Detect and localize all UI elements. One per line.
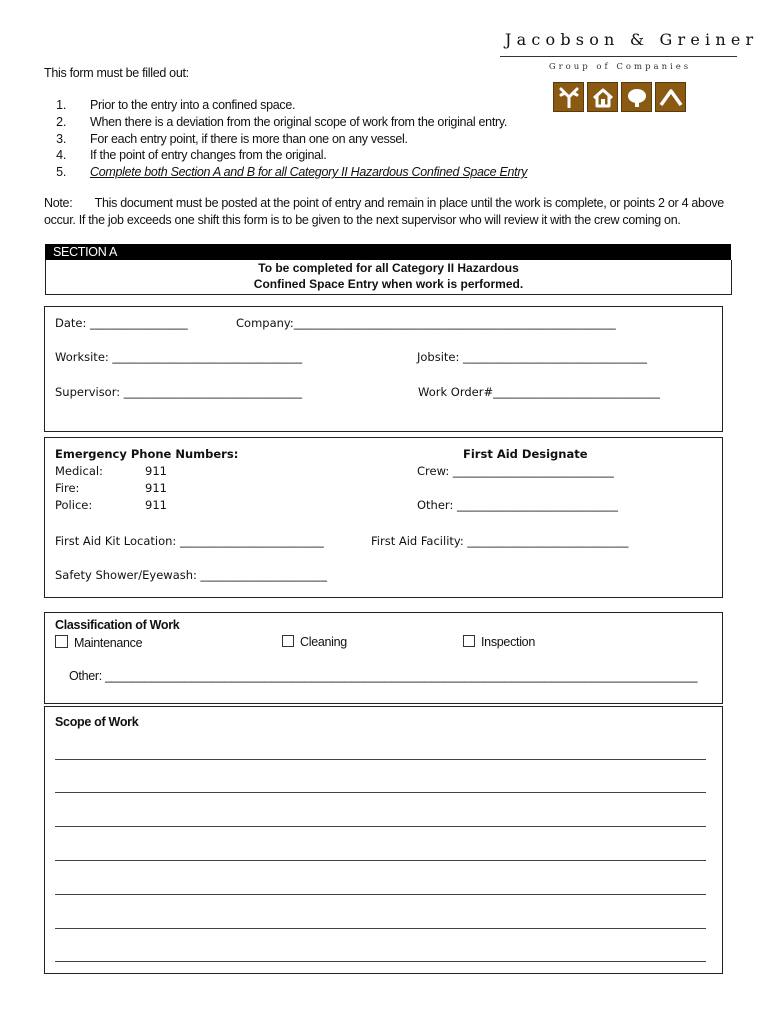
company-logo-name: Jacobson & Greiner <box>505 30 759 49</box>
shrub-icon <box>621 82 652 112</box>
scope-line[interactable] <box>55 759 706 760</box>
scope-line[interactable] <box>55 928 706 929</box>
fire-number: 911 <box>145 481 167 495</box>
instructions-list <box>44 97 527 181</box>
police-label: Police: <box>55 498 93 512</box>
scope-line[interactable] <box>55 961 706 962</box>
scope-line[interactable] <box>55 860 706 861</box>
safety-shower-field[interactable]: Safety Shower/Eyewash: ______________________ <box>55 568 328 582</box>
date-field[interactable]: Date: _________________ <box>55 316 188 330</box>
hill-icon <box>655 82 686 112</box>
section-a-title: SECTION A <box>45 244 731 260</box>
maintenance-option[interactable]: Maintenance <box>55 635 142 650</box>
job-info-box <box>44 306 723 432</box>
tree-icon <box>553 82 584 112</box>
list-item: 5. Complete both Section A and B for all Category II Hazardous Confined Space Entry <box>56 165 528 180</box>
company-logo-subtitle: Group of Companies <box>548 62 692 72</box>
scope-box <box>44 706 723 974</box>
kit-location-field[interactable]: First Aid Kit Location: _________________________ <box>55 534 324 548</box>
worksite-field[interactable]: Worksite: _________________________________ <box>55 350 303 364</box>
crew-field[interactable]: Crew: ____________________________ <box>417 464 614 478</box>
list-item: 2. When there is a deviation from the original scope of work from the original entry. <box>56 114 508 129</box>
other-first-aid-field[interactable]: Other: ____________________________ <box>417 498 618 512</box>
section-a-heading: To be completed for all Category II Hazardous Confined Space Entry when work is performed. <box>45 260 732 295</box>
logo-icons <box>553 82 686 112</box>
jobsite-field[interactable]: Jobsite: ________________________________ <box>417 350 648 364</box>
classification-box <box>44 612 723 704</box>
supervisor-field[interactable]: Supervisor: _______________________________ <box>55 385 303 399</box>
list-item: 1. Prior to the entry into a confined space. <box>56 98 296 112</box>
house-icon <box>587 82 618 112</box>
medical-label: Medical: <box>55 464 103 478</box>
note-text: This document must be posted at the point of entry and remain in place until the work is complete, or points 2 or 4 above occur. If the job exceeds one shift this form is to be given to the next supervisor who will review it with the crew coming on. <box>44 196 724 227</box>
police-number: 911 <box>145 498 167 512</box>
inspection-option[interactable]: Inspection <box>463 635 535 649</box>
list-item: 3. For each entry point, if there is more than one on any vessel. <box>56 131 408 146</box>
medical-number: 911 <box>145 464 167 478</box>
other-classification-field[interactable]: Other: _________________________________________________________________________________________ <box>69 669 698 683</box>
work-order-field[interactable]: Work Order#_____________________________ <box>418 385 660 399</box>
first-aid-title: First Aid Designate <box>463 447 588 461</box>
cleaning-option[interactable]: Cleaning <box>282 635 347 649</box>
inspection-checkbox[interactable] <box>463 635 475 647</box>
list-item: 4. If the point of entry changes from the original. <box>56 148 327 163</box>
logo-divider <box>500 56 737 57</box>
intro-text: This form must be filled out: <box>44 66 189 80</box>
emergency-title: Emergency Phone Numbers: <box>55 447 239 461</box>
scope-line[interactable] <box>55 826 706 827</box>
emergency-box <box>44 437 723 598</box>
scope-line[interactable] <box>55 894 706 895</box>
scope-title: Scope of Work <box>55 715 139 729</box>
scope-line[interactable] <box>55 792 706 793</box>
note-label: Note: <box>44 196 73 210</box>
company-field[interactable]: Company:________________________________________________________ <box>236 316 616 330</box>
note-paragraph <box>44 195 734 229</box>
maintenance-checkbox[interactable] <box>55 635 68 648</box>
classification-title: Classification of Work <box>55 618 180 632</box>
first-aid-facility-field[interactable]: First Aid Facility: ____________________________ <box>371 534 629 548</box>
fire-label: Fire: <box>55 481 80 495</box>
cleaning-checkbox[interactable] <box>282 635 294 647</box>
